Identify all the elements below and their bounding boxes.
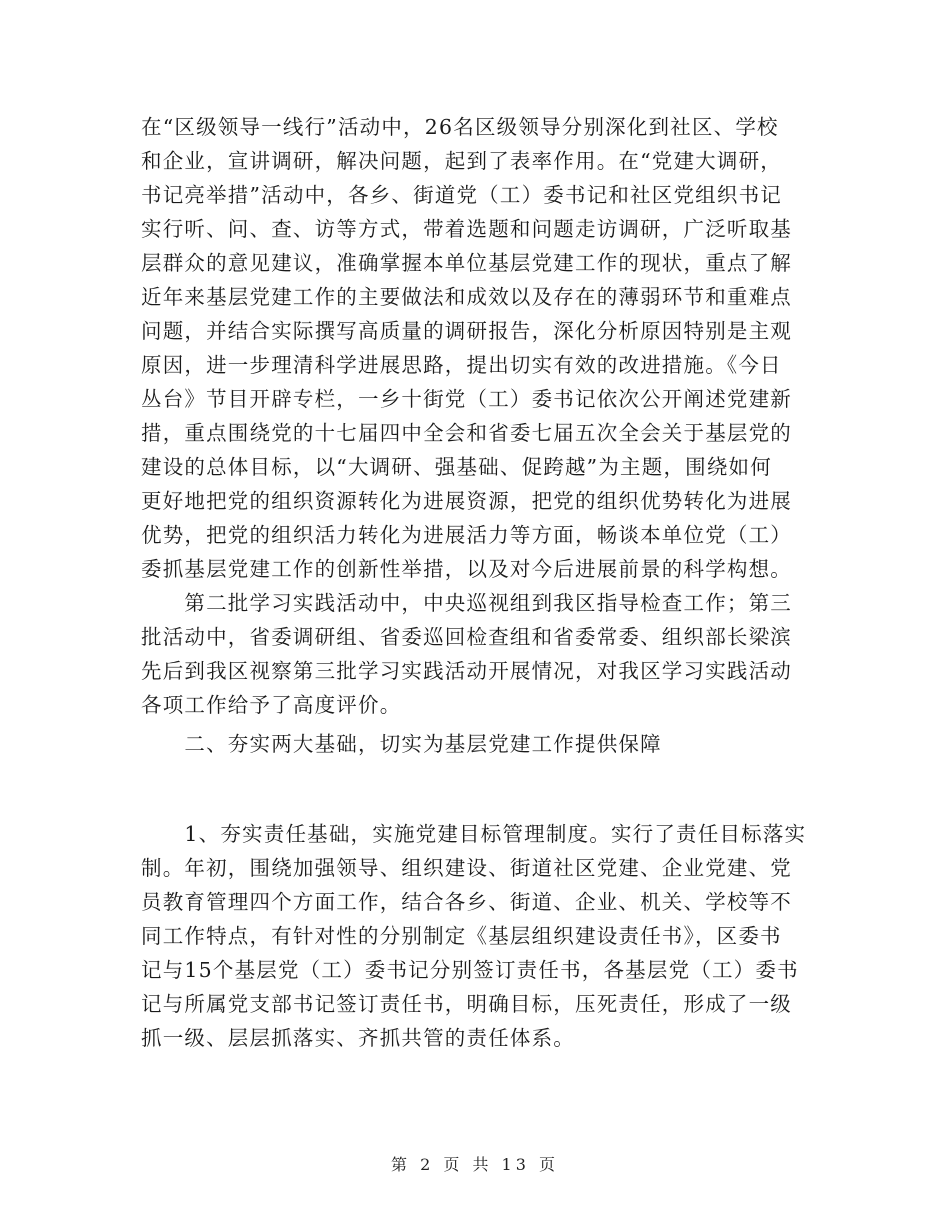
text-line: 丛台》节目开辟专栏，一乡十街党（工）委书记依次公开阐述党建新	[141, 387, 792, 411]
text-line: 优势，把党的组织活力转化为进展活力等方面，畅谈本单位党（工）	[141, 523, 792, 547]
text-line: 记与15个基层党（工）委书记分别签订责任书，各基层党（工）委书	[141, 958, 799, 982]
text-line: 建设的总体目标，以“大调研、强基础、促跨越”为主题，围绕如何	[141, 455, 772, 479]
text-line: 措，重点围绕党的十七届四中全会和省委七届五次全会关于基层党的	[141, 421, 792, 445]
text-line: 问题，并结合实际撰写高质量的调研报告，深化分析原因特别是主观	[141, 319, 792, 343]
text-line: 实行听、问、查、访等方式，带着选题和问题走访调研，广泛听取基	[141, 217, 792, 241]
text-line: 批活动中，省委调研组、省委巡回检查组和省委常委、组织部长梁滨	[141, 625, 792, 649]
text-line: 委抓基层党建工作的创新性举措，以及对今后进展前景的科学构想。	[141, 557, 792, 581]
text-line: 书记亮举措”活动中，各乡、街道党（工）委书记和社区党组织书记	[141, 183, 782, 207]
text-line: 记与所属党支部书记签订责任书，明确目标，压死责任，形成了一级	[141, 992, 792, 1016]
text-line: 层群众的意见建议，准确掌握本单位基层党建工作的现状，重点了解	[141, 251, 792, 275]
section-heading: 二、夯实两大基础，切实为基层党建工作提供保障	[141, 732, 662, 756]
text-line: 抓一级、层层抓落实、齐抓共管的责任体系。	[141, 1026, 575, 1050]
text-line: 同工作特点，有针对性的分别制定《基层组织建设责任书》，区委书	[141, 924, 782, 948]
text-line: 近年来基层党建工作的主要做法和成效以及存在的薄弱环节和重难点	[141, 285, 792, 309]
text-line: 员教育管理四个方面工作，结合各乡、街道、企业、机关、学校等不	[141, 890, 792, 914]
text-line: 在“区级领导一线行”活动中，26名区级领导分别深化到社区、学校	[141, 115, 779, 139]
text-line: 先后到我区视察第三批学习实践活动开展情况，对我区学习实践活动	[141, 659, 792, 683]
text-line: 各项工作给予了高度评价。	[141, 693, 402, 717]
text-line: 制。年初，围绕加强领导、组织建设、街道社区党建、企业党建、党	[141, 856, 792, 880]
text-line: 和企业，宣讲调研，解决问题，起到了表率作用。在“党建大调研，	[141, 149, 782, 173]
text-line: 原因，进一步理清科学进展思路，提出切实有效的改进措施。《今日	[141, 353, 782, 377]
paragraph-start-line: 1、夯实责任基础，实施党建目标管理制度。实行了责任目标落实	[141, 822, 807, 846]
page-number-footer: 第 2 页 共 13 页	[391, 1155, 559, 1174]
text-line: 更好地把党的组织资源转化为进展资源，把党的组织优势转化为进展	[141, 489, 792, 513]
paragraph-start-line: 第二批学习实践活动中，中央巡视组到我区指导检查工作；第三	[141, 591, 792, 615]
